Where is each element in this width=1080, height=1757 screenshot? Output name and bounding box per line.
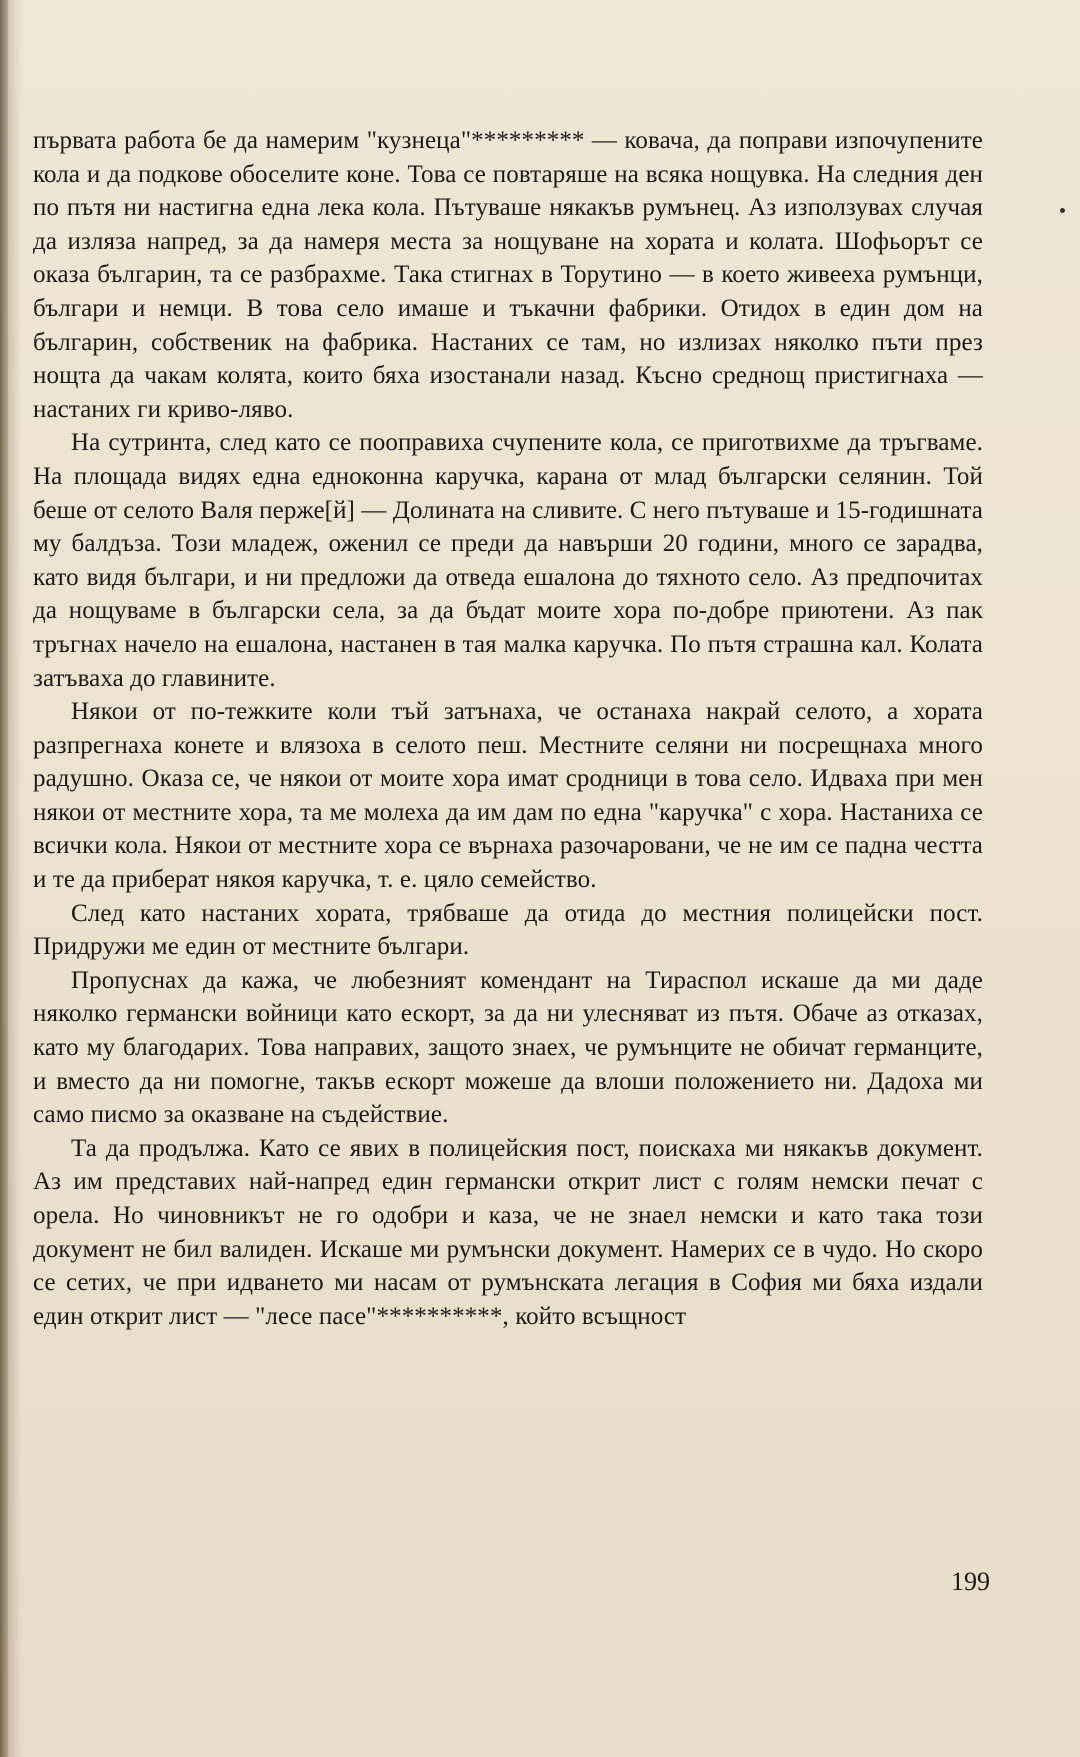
book-binding-shadow [0,0,8,1757]
body-text [33,124,983,1333]
page-number: 199 [951,1567,990,1596]
paragraph-1: първата работа бе да намерим "кузнеца"********* — ковача, да поправи изпочупените кола и да подкове обоселите коне. Това се повтаряше на всяка нощувка. На следния ден по пътя ни настигна една лека кола. Пътуваше някакъв румънец. Аз използувах случая да изляза напред, за да намеря места за нощуване на хората и колата. Шофьорът се оказа българин, та се разбрахме. Така стигнах в Торутино — в което живееха румънци, българи и немци. В това село имаше и тъкачни фабрики. Отидох в един дом на българин, собственик на фабрика. Настаних се там, но излизах няколко пъти през нощта да чакам колята, които бяха изостанали назад. Късно среднощ пристигнаха — настаних ги криво-ляво. [33,127,983,423]
paragraph-6: Та да продължа. Като се явих в полицейския пост, поискаха ми някакъв документ. Аз им представих най-напред един германски открит лист с голям немски печат с орела. Но чиновникът не го одобри и каза, че не знаел немски и като така този документ не бил валиден. Искаше ми румънски документ. Намерих се в чудо. Но скоро се сетих, че при идването ми насам от румънската легация в София ми бяха издали един открит лист — "лесе пасе"**********, който всъщност [33,1134,983,1330]
paragraph-5: Пропуснах да кажа, че любезният комендант на Тираспол искаше да ми даде няколко германски войници като ескорт, за да ни улесняват из пътя. Обаче аз отказах, като му благодарих. Това направих, защото знаех, че румънците не обичат германците, и вместо да ни помогне, такъв ескорт можеше да влоши положението ни. Дадоха ми само писмо за оказване на съдействие. [33,966,983,1129]
paragraph-2: На сутринта, след като се пооправиха счупените кола, се приготвихме да тръгваме. На площада видях една едноконна каручка, карана от млад български селянин. Той беше от селото Валя перже[й] — Долината на сливите. С него пътуваше и 15-годишната му балдъза. Този младеж, оженил се преди да навърши 20 години, много се зарадва, като видя българи, и ни предложи да отведа ешалона до тяхното село. Аз предпочитах да нощуваме в български села, за да бъдат моите хора по-добре приютени. Аз пак тръгнах начело на ешалона, настанен в тая малка каручка. По пътя страшна кал. Колата затъваха до главините. [33,429,983,692]
paragraph-4: След като настаних хората, трябваше да отида до местния полицейски пост. Придружи ме един от местните българи. [33,899,983,961]
ink-speck [1060,208,1065,213]
paragraph-3: Някои от по-тежките коли тъй затънаха, че останаха накрай селото, а хората разпрегнаха конете и влязоха в селото пеш. Местните селяни ни посрещнаха много радушно. Оказа се, че някои от моите хора имат сродници в това село. Идваха при мен някои от местните хора, та ме молеха да им дам по една "каручка" с хора. Настаниха се всички кола. Някои от местните хора се върнаха разочаровани, че не им се падна честта и те да приберат някоя каручка, т. е. цяло семейство. [33,698,983,894]
